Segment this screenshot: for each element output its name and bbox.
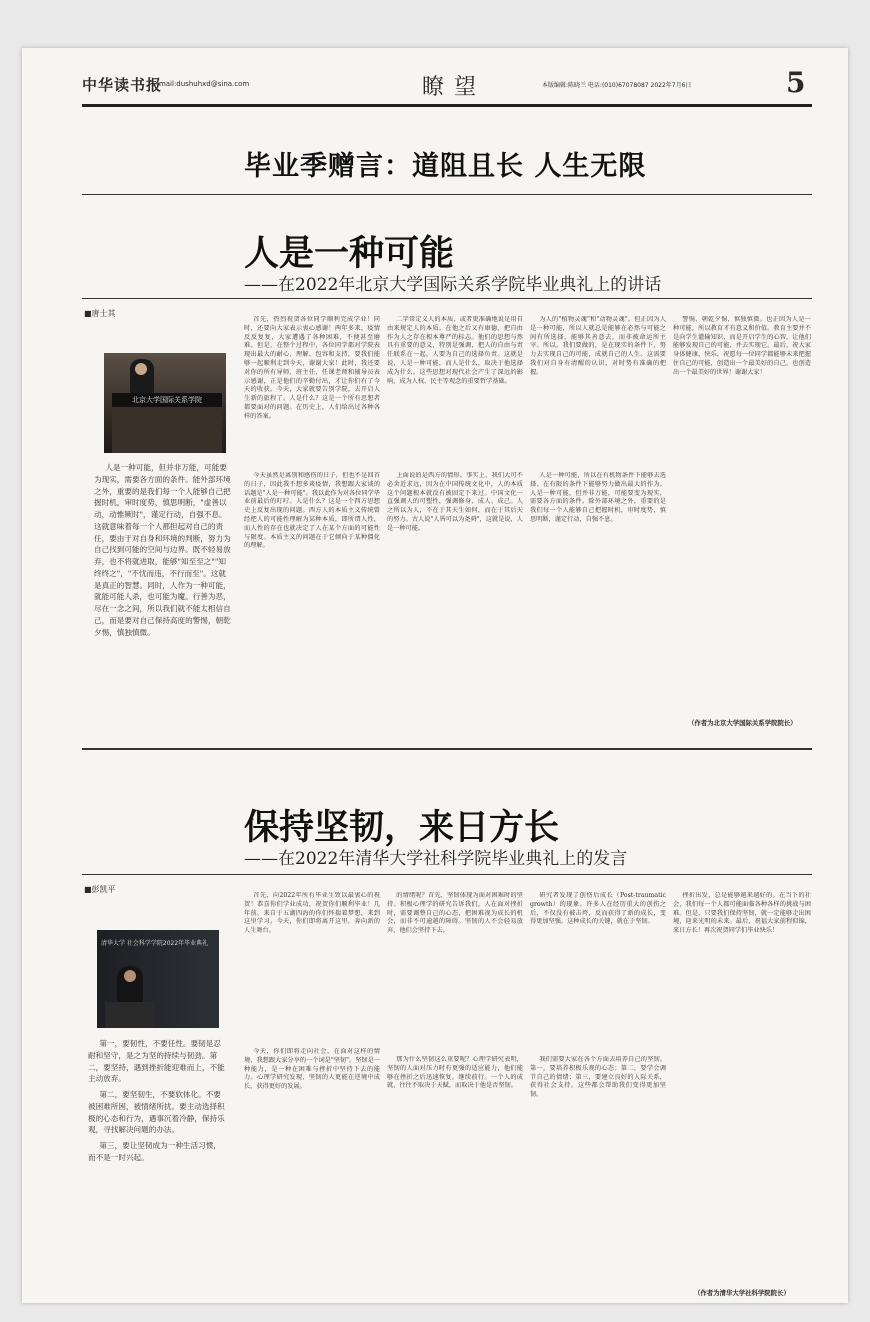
article1-col-text: 首先，热烈祝贺各位同学顺利完成学业！同时，还要向大家表示衷心感谢！两年多来，疫情反反复复，大家遭遇了各种困难，不便甚至磨难。但是，在整个过程中，各位同学都对学院表现出最大的耐心、理解、包容和支持，要我们能够一起顺利走到今天，谢谢大家！此时，我还要对你的所有导师、班主任、任课老师和辅导员表示感谢，正是他们的辛勤付出，才让你们有了今天的收获。今天，大家就要告别学院，去开启人生新的旅程了。人是什么？这是一个所有思想者都要面对的问题。在历史上，人们给出过各种各样的答案。 [244, 316, 380, 420]
divider-rule [82, 194, 812, 195]
article2-rule [82, 874, 812, 875]
newspaper-page [22, 48, 848, 1303]
article1-col-text: 为人的"植物灵魂"和"动物灵魂"。但正因为人是一种可能，所以人就总是能够在必然与可能之间有所选择，能够其善意去，而非被命运所主宰。所以，我们要做的，是在现实的条件下，努力去实现自己的可能，成就自己的人生。这需要我们对自身有清醒的认识，对时势有准确的把握。 [530, 316, 666, 376]
article2-col-text: 我们需要大家在各个方面去培养自己的坚韧。第一，要培养积极乐观的心态；第二，要学会调节自己的情绪；第三，要建立良好的人际关系，获得社会支持。这些都会帮助我们变得更加坚韧。 [530, 1056, 666, 1099]
article1-column-1a [244, 316, 380, 466]
article2-col-text: 研究者发现了创伤后成长（Post-traumatic growth）的现象。许多人在经历重大的创伤之后，不仅没有被击垮，反而获得了新的成长，变得更加坚强。这种成长的关键，就在于坚韧。 [530, 892, 666, 926]
article2-byline: ■彭凯平 [84, 885, 116, 894]
email-line: E-mail:dushuhxd@sina.com [152, 80, 250, 88]
page-number: 5 [786, 66, 806, 99]
article1-col-text: 二字常定义人的本质，或者更准确地说是用自由来规定人的本质。在他之后又有康德、把自由作为人之存在根本尊严的标志。他们的思想与然具有重要的意义，特别是强调，把人的自由与责任联系在一起，人要为自己的选择负责。这就是说，人是一种可能，而人是什么，取决于他选择成为什么。这些思想对现代社会产生了深远的影响，成为人权、民主等观念的重要哲学基础。 [387, 316, 523, 385]
header-rule [82, 104, 812, 107]
article2-column-1b [244, 1048, 380, 1288]
podium-shape [105, 1002, 155, 1028]
article2-col-text: 挫折出发，总是能够越来越好的。在当下的社会，我们每一个人都可能面临各种各样的挑战与困难。但是，只要我们保持坚韧，就一定能够走出困境，迎来光明的未来。最后，祝福大家前程似锦，来日方长！再次祝贺同学们毕业快乐！ [673, 892, 811, 935]
article2-column-2a [387, 892, 523, 1052]
article2-column-1a [244, 892, 380, 1042]
podium-shape [112, 407, 222, 453]
article1-headline: 人是一种可能 [244, 233, 455, 274]
section-title: 瞭望 [422, 75, 487, 100]
article2-column-4 [673, 892, 811, 1280]
article1-column-4 [673, 316, 811, 700]
article1-lead [94, 462, 232, 740]
editor-meta: 本版编辑:陈晓兰 电话:(010)67078087 2022年7月6日 [542, 82, 692, 89]
article1-author-note: （作者为北京大学国际关系学院院长） [688, 719, 797, 727]
article2-col-text: 今天，你们即将走向社会，在面对这样的情境，我想跟大家分享的一个词是"坚韧"。坚韧是一种能力，是一种在困难与挫折中坚持下去的能力。心理学研究发现，坚韧的人更能在逆境中成长，获得更好的发展。 [244, 1048, 380, 1091]
article2-col-text: 的情绪呢？首先，坚韧体现为面对困难时的坚持。积极心理学的研究告诉我们，人在面对挫折时，需要调整自己的心态，把困难视为成长的机会，而非不可逾越的障碍。坚韧的人不会轻易放弃，他们会坚持下去。 [387, 892, 523, 935]
article1-subheadline: ——在2022年北京大学国际关系学院毕业典礼上的讲话 [244, 275, 662, 295]
article1-photo [104, 353, 226, 453]
article1-col-text: 警惕，朝乾夕惕，慎独慎微。也正因为人是一种可能，所以教育才有意义和价值。教育主要并不是向学生灌输知识，而是开启学生的心智，让他们能够发现自己的可能，并去实现它。最后，祝大家身体健康，快乐，祝愿每一位同学都能够未来把握住自己的可能，创造出一个最美好的自己，也创造出一个最美好的世界！谢谢大家！ [673, 316, 811, 376]
article2-author-note: （作者为清华大学社科学院院长） [694, 1289, 790, 1297]
main-headline: 毕业季赠言：道阻且长 人生无限 [244, 151, 647, 182]
article2-headline: 保持坚韧，来日方长 [244, 807, 560, 848]
article2-column-3b [530, 1056, 666, 1288]
article2-photo-caption: 清华大学 社会科学学院2022年毕业典礼 [101, 940, 209, 947]
article2-photo [97, 930, 219, 1028]
article1-column-3a [530, 316, 666, 468]
article1-byline: ■唐士其 [84, 309, 116, 318]
article2-subheadline: ——在2022年清华大学社科学院毕业典礼上的发言 [244, 849, 628, 869]
article2-lead [88, 1038, 228, 1258]
article1-col-text: 上面说的是西方的情形。事实上，我们大可不必舍近求远，因为在中国传统文化中，人的本质这个问题根本就没有被固定下来过。中国文化一直强调人的可塑性，强调修身、成人、成己。人之所以为人，不在于其天生如何，而在于其后天的努力。古人说"人皆可以为尧舜"，这就是说，人是一种可能。 [387, 472, 523, 532]
article1-photo-caption: 北京大学国际关系学院 [112, 393, 222, 407]
article1-rule [82, 298, 812, 299]
article2-column-2b [387, 1056, 523, 1288]
article2-lead-paragraph: 第二，要坚韧生，不要软体化。不要被困难所困，被情绪所扰。要主动选择积极的心态和行为，遇事沉着冷静，保持乐观，寻找解决问题的办法。 [88, 1090, 225, 1135]
article-divider [82, 748, 812, 750]
article2-column-3a [530, 892, 666, 1052]
article1-column-2a [387, 316, 523, 464]
article2-col-text: 首先，向2022年所有毕业生致以最衷心的祝贺！恭喜你们学业成功，祝贺你们顺利毕业！几年前，来自于五湖四海的你们怀揣着梦想，来到这里学习。今天，你们即将离开这里，奔向新的人生舞台。 [244, 892, 380, 935]
article2-lead-paragraph: 第三，要让坚韧成为一种生活习惯，而不是一时兴起。 [88, 1141, 221, 1162]
article2-lead-paragraph: 第一，要韧性，不要任性。要韧是忍耐和坚守，是之为坚的持续与韧劲。第二，要坚持，遇到挫折能迎难而上，不能主动放弃。 [88, 1039, 225, 1084]
article1-column-2b [387, 472, 523, 732]
article1-lead-paragraph: 人是一种可能，但并非万能，可能要为现实，需要各方面的条件。能外部环境之外，重要的是我们每一个人能够自己把握时机，审时度势，慎思明断，"虚善以动，动惟厥时"，谨定行动，自强不息。这就意味着每一个人都担起对自己的责任，要由于对自身和环境的判断，努力为自己找到可能的空间与边界。既不轻易放弃，也不将就进取，能够"知至至之""知终终之"，"不忧而违，不行而至"。这就是真正的智慧。同时，人作为一种可能，就能可能人杀，也可能为魔。行善为恶，尽在一念之间，所以我们就不能太相信自己，而是要对自己保持高度的警惕，朝乾夕惕，慎独慎微。 [94, 463, 231, 637]
article1-col-text: 人是一种可能，所以在有机物条件下能够去选择、在有限的条件下能够努力做出最大的作为。人是一种可能，但并非万能，可能要变为现实，需要各方面的条件。除外部环境之外，重要的是我们每一个人能够自己把握时机，审时度势，慎思明断，谨定行动，自强不息。 [530, 472, 666, 523]
masthead: 中华读书报 [82, 76, 163, 94]
speaker-face [135, 363, 147, 375]
article1-column-1b [244, 472, 380, 732]
article1-column-3b [530, 472, 666, 732]
speaker-face [124, 970, 136, 982]
article1-col-text: 今天虽然是离别和感伤的日子，但也不是回首的日子，因此我不想多谈疫情，我想跟大家谈的话题是"人是一种可能"。我以此作为对各位同学毕业前最后的叮咛。人是什么？这是一个西方思想史上反复出现的问题。西方人的本质主义传统曾经把人的可能性理解为某种本质，即所谓人性，而人性的存在也就决定了人在某个方面的可能性与限度。本质主义的问题在于它倾向于某种僵化的理解。 [244, 472, 380, 550]
article2-col-text: 那为什么坚韧这么重要呢？心理学研究表明，坚韧的人面对压力时有更强的适应能力，他们能够在挫折之后迅速恢复，继续前行。一个人的成就，往往不取决于天赋，而取决于他是否坚韧。 [387, 1056, 523, 1090]
